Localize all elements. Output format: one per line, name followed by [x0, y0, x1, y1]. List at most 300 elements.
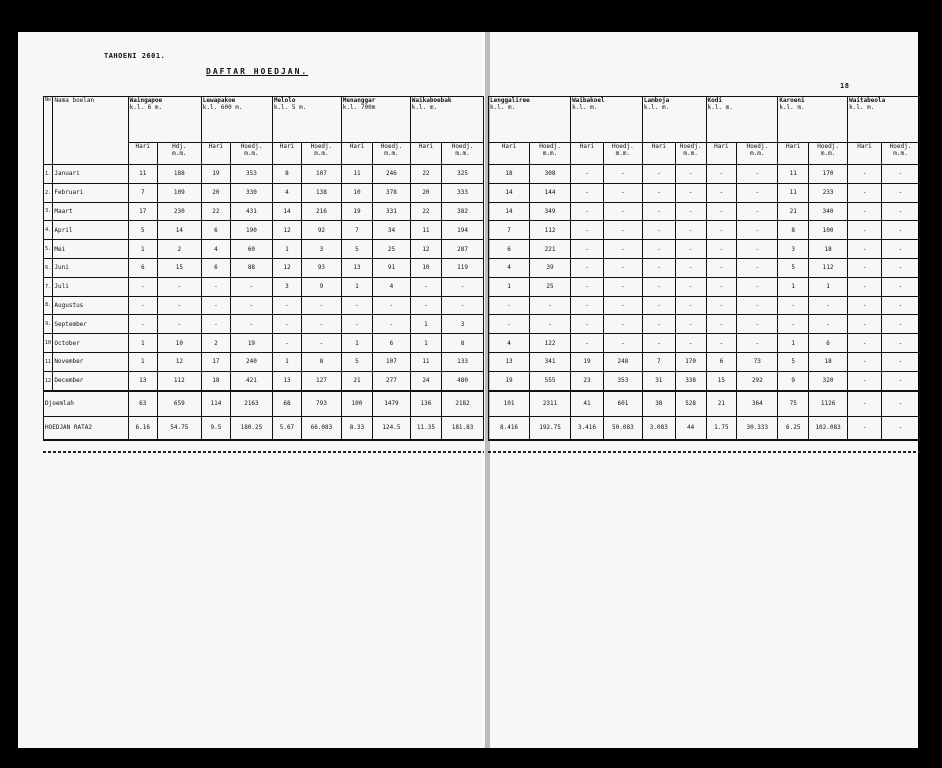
data-cell: 17: [128, 202, 157, 221]
data-cell: 19: [571, 352, 604, 371]
dashed-rule: [488, 451, 920, 453]
data-cell: -: [675, 202, 706, 221]
month-name: Maart: [53, 202, 128, 221]
data-cell: 6.16: [128, 416, 157, 440]
days-subheader: Hari: [571, 143, 604, 165]
no-header: No: [44, 97, 53, 165]
data-cell: -: [442, 277, 484, 296]
month-name: Juli: [53, 277, 128, 296]
data-cell: -: [157, 296, 201, 315]
data-cell: -: [571, 183, 604, 202]
data-cell: 1: [128, 240, 157, 259]
data-cell: 1: [410, 334, 441, 353]
days-subheader: Hari: [706, 143, 737, 165]
data-cell: -: [737, 334, 778, 353]
month-name: December: [53, 371, 128, 390]
data-cell: -: [848, 371, 882, 390]
data-cell: 3: [272, 277, 301, 296]
data-cell: -: [272, 315, 301, 334]
data-cell: -: [571, 202, 604, 221]
data-cell: -: [675, 240, 706, 259]
data-cell: -: [201, 296, 230, 315]
data-cell: -: [706, 165, 737, 184]
data-cell: -: [341, 296, 372, 315]
data-cell: 30.333: [737, 416, 778, 440]
station-header: Kodi k.l. m.: [706, 97, 778, 143]
row-number: 9.: [44, 315, 53, 334]
data-cell: 2: [201, 334, 230, 353]
data-cell: 19: [341, 202, 372, 221]
data-cell: -: [778, 315, 809, 334]
data-cell: 109: [157, 183, 201, 202]
days-subheader: Hari: [128, 143, 157, 165]
rain-subheader: Hdj. m.m.: [157, 143, 201, 165]
data-cell: 11: [778, 165, 809, 184]
data-cell: 2182: [442, 391, 484, 417]
rain-subheader: Hoedj. m.m.: [302, 143, 342, 165]
data-cell: -: [157, 277, 201, 296]
data-cell: -: [571, 334, 604, 353]
station-header: Waibakoel k.l. m.: [571, 97, 643, 143]
data-cell: -: [489, 315, 530, 334]
data-cell: 10: [410, 258, 441, 277]
data-cell: 11: [341, 165, 372, 184]
data-cell: 15: [157, 258, 201, 277]
data-cell: 136: [410, 391, 441, 417]
data-cell: 114: [201, 391, 230, 417]
data-cell: -: [675, 334, 706, 353]
data-cell: 100: [809, 221, 848, 240]
data-cell: -: [706, 221, 737, 240]
data-cell: 378: [373, 183, 411, 202]
data-cell: -: [706, 277, 737, 296]
data-cell: -: [881, 315, 919, 334]
data-cell: -: [373, 315, 411, 334]
data-cell: 2: [157, 240, 201, 259]
data-cell: 11: [410, 221, 441, 240]
table-row: [489, 315, 920, 334]
data-cell: 124.5: [373, 416, 411, 440]
data-cell: 75: [778, 391, 809, 417]
data-cell: -: [848, 277, 882, 296]
data-cell: 31: [642, 371, 675, 390]
data-cell: 91: [373, 258, 411, 277]
month-header: Nama boelan: [53, 97, 128, 165]
data-cell: 1: [272, 240, 301, 259]
data-cell: 601: [603, 391, 642, 417]
data-cell: -: [530, 315, 571, 334]
data-cell: -: [272, 296, 301, 315]
data-cell: 19: [231, 334, 273, 353]
data-cell: -: [848, 258, 882, 277]
data-cell: -: [848, 183, 882, 202]
data-cell: 330: [231, 183, 273, 202]
data-cell: 325: [442, 165, 484, 184]
total-row: [44, 391, 484, 417]
data-cell: 12: [410, 240, 441, 259]
data-cell: -: [231, 296, 273, 315]
data-cell: -: [571, 165, 604, 184]
table-row: [44, 183, 484, 202]
data-cell: -: [302, 296, 342, 315]
data-cell: -: [442, 296, 484, 315]
data-cell: 341: [530, 352, 571, 371]
data-cell: -: [642, 202, 675, 221]
row-number: 6.: [44, 258, 53, 277]
data-cell: 133: [442, 352, 484, 371]
data-cell: 6: [201, 258, 230, 277]
data-cell: 6: [809, 334, 848, 353]
data-cell: 66.083: [302, 416, 342, 440]
data-cell: -: [737, 221, 778, 240]
data-cell: 144: [530, 183, 571, 202]
data-cell: -: [530, 296, 571, 315]
data-cell: 13: [489, 352, 530, 371]
data-cell: 63: [128, 391, 157, 417]
rain-subheader: Hoedj. m.m.: [809, 143, 848, 165]
data-cell: -: [881, 296, 919, 315]
data-cell: -: [881, 258, 919, 277]
rain-subheader: Hoedj. m.m.: [442, 143, 484, 165]
data-cell: -: [881, 277, 919, 296]
table-row: [44, 221, 484, 240]
data-cell: 9.5: [201, 416, 230, 440]
row-number: 8.: [44, 296, 53, 315]
data-cell: 122: [530, 334, 571, 353]
data-cell: -: [603, 296, 642, 315]
data-cell: -: [809, 315, 848, 334]
data-cell: 1: [128, 334, 157, 353]
data-cell: 112: [809, 258, 848, 277]
data-cell: 18: [809, 240, 848, 259]
data-cell: -: [706, 202, 737, 221]
data-cell: 192.75: [530, 416, 571, 440]
data-cell: 194: [442, 221, 484, 240]
table-row: [44, 165, 484, 184]
data-cell: 287: [442, 240, 484, 259]
data-cell: 180.25: [231, 416, 273, 440]
data-cell: 14: [157, 221, 201, 240]
data-cell: -: [201, 315, 230, 334]
data-cell: 8.416: [489, 416, 530, 440]
data-cell: 8: [778, 221, 809, 240]
data-cell: 338: [675, 371, 706, 390]
data-cell: 19: [489, 371, 530, 390]
table-row: [44, 352, 484, 371]
data-cell: 18: [201, 371, 230, 390]
table-row: [489, 183, 920, 202]
data-cell: 10: [341, 183, 372, 202]
data-cell: -: [642, 165, 675, 184]
data-cell: 14: [489, 202, 530, 221]
days-subheader: Hari: [778, 143, 809, 165]
data-cell: -: [675, 258, 706, 277]
data-cell: -: [881, 352, 919, 371]
data-cell: 41: [571, 391, 604, 417]
data-cell: 320: [809, 371, 848, 390]
data-cell: 18: [809, 352, 848, 371]
data-cell: -: [642, 221, 675, 240]
data-cell: -: [571, 221, 604, 240]
table-row: [489, 277, 920, 296]
row-number: 11.: [44, 352, 53, 371]
row-number: 1.: [44, 165, 53, 184]
data-cell: 230: [157, 202, 201, 221]
data-cell: -: [603, 277, 642, 296]
data-cell: 7: [128, 183, 157, 202]
data-cell: 221: [530, 240, 571, 259]
data-cell: 138: [302, 183, 342, 202]
year-label: TAHOENI 2601.: [104, 52, 166, 60]
data-cell: -: [706, 315, 737, 334]
data-cell: 5.67: [272, 416, 301, 440]
data-cell: -: [675, 165, 706, 184]
data-cell: 3.416: [571, 416, 604, 440]
data-cell: 101: [489, 391, 530, 417]
data-cell: -: [157, 315, 201, 334]
data-cell: -: [571, 277, 604, 296]
data-cell: -: [675, 315, 706, 334]
data-cell: -: [809, 296, 848, 315]
rain-subheader: Hoedj. m.m.: [881, 143, 919, 165]
row-number: 2.: [44, 183, 53, 202]
data-cell: 1: [128, 352, 157, 371]
data-cell: -: [302, 334, 342, 353]
data-cell: -: [706, 240, 737, 259]
data-cell: 34: [373, 221, 411, 240]
data-cell: 1: [272, 352, 301, 371]
table-row: [44, 240, 484, 259]
data-cell: 11: [410, 352, 441, 371]
data-cell: -: [603, 315, 642, 334]
data-cell: 39: [530, 258, 571, 277]
data-cell: -: [848, 221, 882, 240]
data-cell: -: [302, 315, 342, 334]
data-cell: 11.35: [410, 416, 441, 440]
table-row: [489, 240, 920, 259]
data-cell: 54.75: [157, 416, 201, 440]
data-cell: 21: [341, 371, 372, 390]
data-cell: -: [778, 296, 809, 315]
days-subheader: Hari: [410, 143, 441, 165]
data-cell: 331: [373, 202, 411, 221]
table-row: [44, 334, 484, 353]
data-cell: -: [603, 334, 642, 353]
table-row: [489, 258, 920, 277]
data-cell: -: [881, 391, 919, 417]
data-cell: -: [489, 296, 530, 315]
data-cell: 240: [231, 352, 273, 371]
station-header: Lamboja k.l. m.: [642, 97, 706, 143]
total-row: [489, 391, 920, 417]
days-subheader: Hari: [272, 143, 301, 165]
data-cell: 555: [530, 371, 571, 390]
data-cell: -: [341, 315, 372, 334]
data-cell: 38: [642, 391, 675, 417]
data-cell: -: [848, 296, 882, 315]
data-cell: -: [881, 165, 919, 184]
rain-subheader: Hoedj. m.m.: [737, 143, 778, 165]
month-name: Juni: [53, 258, 128, 277]
data-cell: 6: [128, 258, 157, 277]
data-cell: 14: [272, 202, 301, 221]
data-cell: 112: [530, 221, 571, 240]
data-cell: 13: [128, 371, 157, 390]
data-cell: -: [603, 258, 642, 277]
month-name: Januari: [53, 165, 128, 184]
days-subheader: Hari: [341, 143, 372, 165]
data-cell: 246: [373, 165, 411, 184]
data-cell: -: [881, 221, 919, 240]
average-row: [489, 416, 920, 440]
row-number: 4.: [44, 221, 53, 240]
data-cell: 333: [442, 183, 484, 202]
data-cell: 20: [410, 183, 441, 202]
data-cell: -: [128, 277, 157, 296]
data-cell: 102.083: [809, 416, 848, 440]
data-cell: -: [737, 315, 778, 334]
table-row: [489, 202, 920, 221]
data-cell: -: [642, 277, 675, 296]
table-row: [44, 296, 484, 315]
data-cell: 382: [442, 202, 484, 221]
rain-subheader: Hoedj. m.m.: [231, 143, 273, 165]
data-cell: 4: [201, 240, 230, 259]
data-cell: -: [642, 315, 675, 334]
data-cell: 6: [373, 334, 411, 353]
data-cell: 1: [410, 315, 441, 334]
data-cell: 23: [571, 371, 604, 390]
data-cell: 480: [442, 371, 484, 390]
data-cell: 12: [272, 221, 301, 240]
data-cell: -: [848, 240, 882, 259]
rainfall-table-right: [488, 96, 920, 441]
station-header: Lenggaliree k.l. m.: [489, 97, 571, 143]
data-cell: -: [642, 183, 675, 202]
station-header: Waingapoe k.l. 6 m.: [128, 97, 201, 143]
data-cell: 277: [373, 371, 411, 390]
data-cell: 18: [489, 165, 530, 184]
data-cell: 68: [272, 391, 301, 417]
data-cell: 127: [302, 371, 342, 390]
row-number: 7.: [44, 277, 53, 296]
table-row: [489, 165, 920, 184]
data-cell: 88: [231, 258, 273, 277]
data-cell: 308: [530, 165, 571, 184]
data-cell: 1: [778, 277, 809, 296]
data-cell: 8: [272, 165, 301, 184]
data-cell: -: [410, 277, 441, 296]
data-cell: -: [706, 334, 737, 353]
data-cell: 5: [341, 352, 372, 371]
data-cell: -: [410, 296, 441, 315]
data-cell: -: [848, 416, 882, 440]
data-cell: 190: [231, 221, 273, 240]
month-name: April: [53, 221, 128, 240]
data-cell: 8: [302, 352, 342, 371]
data-cell: 12: [157, 352, 201, 371]
data-cell: -: [603, 165, 642, 184]
data-cell: -: [848, 202, 882, 221]
data-cell: 100: [341, 391, 372, 417]
data-cell: -: [642, 258, 675, 277]
data-cell: 44: [675, 416, 706, 440]
data-cell: 421: [231, 371, 273, 390]
data-cell: 21: [778, 202, 809, 221]
data-cell: 73: [737, 352, 778, 371]
data-cell: 364: [737, 391, 778, 417]
data-cell: 8.33: [341, 416, 372, 440]
month-name: Mei: [53, 240, 128, 259]
data-cell: -: [231, 277, 273, 296]
data-cell: -: [675, 221, 706, 240]
days-subheader: Hari: [489, 143, 530, 165]
data-cell: 107: [373, 352, 411, 371]
table-row: [489, 334, 920, 353]
page-title: DAFTAR HOEDJAN.: [206, 67, 309, 76]
data-cell: 1: [809, 277, 848, 296]
data-cell: 9: [302, 277, 342, 296]
data-cell: -: [881, 240, 919, 259]
table-row: [44, 277, 484, 296]
data-cell: -: [706, 183, 737, 202]
data-cell: 349: [530, 202, 571, 221]
data-cell: 6: [489, 240, 530, 259]
data-cell: 2163: [231, 391, 273, 417]
station-header: Waitabeola k.l. m.: [848, 97, 920, 143]
row-number: 12.: [44, 371, 53, 390]
data-cell: 181.83: [442, 416, 484, 440]
data-cell: 13: [341, 258, 372, 277]
data-cell: 1.75: [706, 416, 737, 440]
data-cell: -: [603, 202, 642, 221]
data-cell: 11: [128, 165, 157, 184]
rain-subheader: Hoedj. m.m.: [530, 143, 571, 165]
data-cell: 216: [302, 202, 342, 221]
data-cell: -: [848, 165, 882, 184]
data-cell: 22: [410, 202, 441, 221]
data-cell: 353: [603, 371, 642, 390]
data-cell: -: [881, 371, 919, 390]
table-row: [44, 315, 484, 334]
data-cell: 20: [201, 183, 230, 202]
data-cell: -: [603, 183, 642, 202]
data-cell: -: [571, 258, 604, 277]
data-cell: 17: [201, 352, 230, 371]
data-cell: 107: [302, 165, 342, 184]
data-cell: -: [373, 296, 411, 315]
data-cell: -: [571, 240, 604, 259]
data-cell: 170: [809, 165, 848, 184]
table-row: [489, 221, 920, 240]
data-cell: 50.083: [603, 416, 642, 440]
page-number: 18: [840, 82, 850, 90]
data-cell: -: [848, 334, 882, 353]
dashed-rule: [43, 451, 484, 453]
row-number: 3.: [44, 202, 53, 221]
data-cell: 6: [201, 221, 230, 240]
data-cell: -: [571, 296, 604, 315]
table-row: [44, 371, 484, 390]
station-header: Menanggar k.l. 700m: [341, 97, 410, 143]
data-cell: 5: [128, 221, 157, 240]
data-cell: 1126: [809, 391, 848, 417]
data-cell: 5: [778, 352, 809, 371]
data-cell: 6: [706, 352, 737, 371]
average-row: [44, 416, 484, 440]
rain-subheader: Hoedj. m.m.: [675, 143, 706, 165]
data-cell: -: [642, 296, 675, 315]
